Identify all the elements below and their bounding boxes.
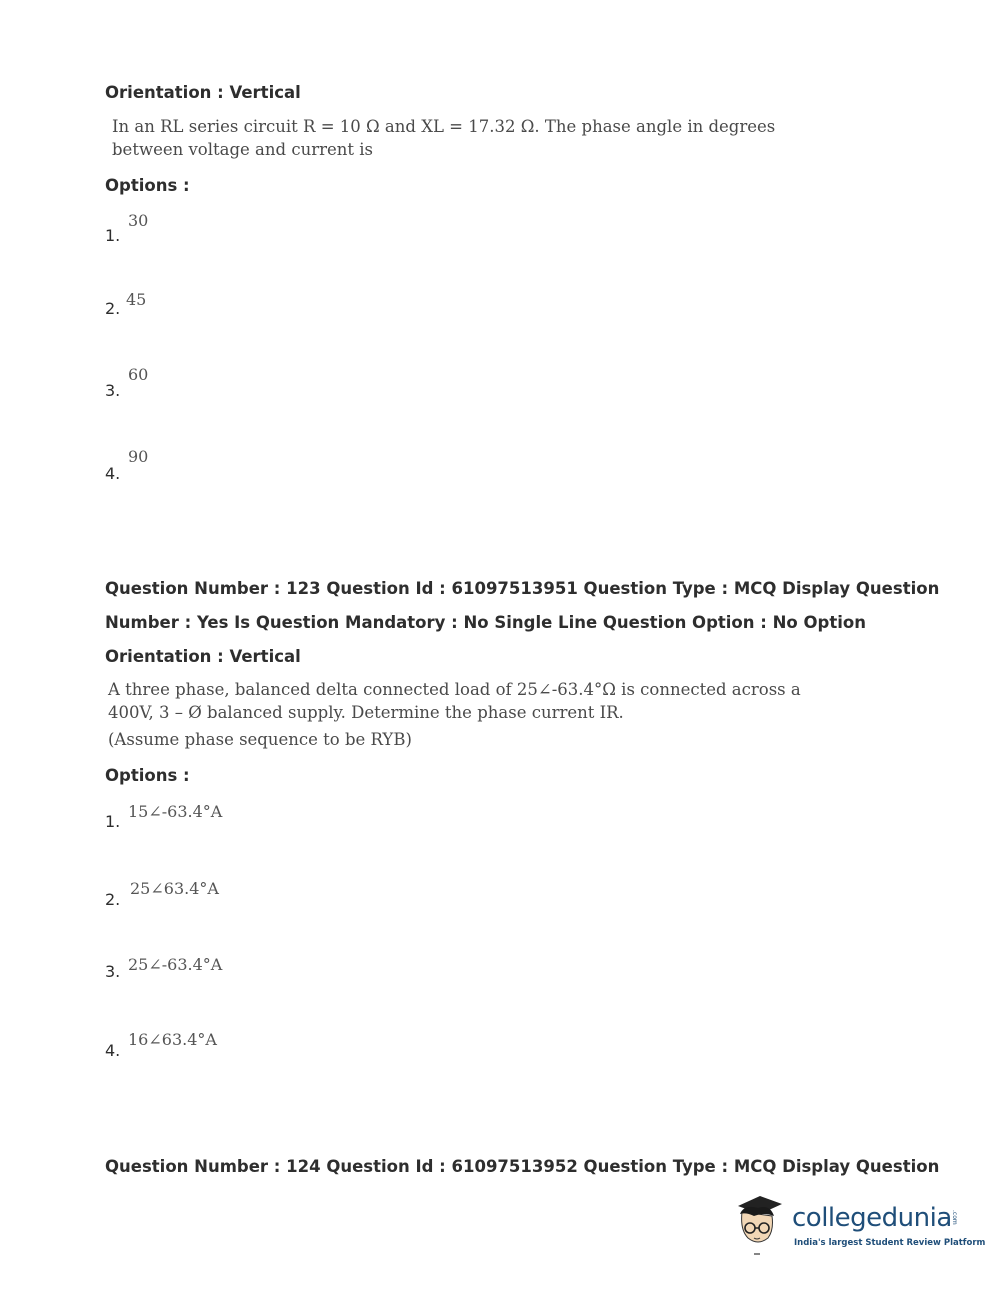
question-meta-line: Question Number : 123 Question Id : 61097513951 Question Type : MCQ Display Question (105, 579, 940, 598)
question-line: (Assume phase sequence to be RYB) (108, 730, 412, 749)
question-line: 400V, 3 – Ø balanced supply. Determine the phase current IR. (108, 703, 624, 722)
question-meta-line: Question Number : 124 Question Id : 61097513952 Question Type : MCQ Display Question (105, 1157, 940, 1176)
logo-wordmark: collegedunia (792, 1203, 952, 1233)
question-text (112, 115, 775, 161)
option-number: 4. (105, 464, 121, 483)
question-text (108, 678, 801, 751)
logo-tagline: India's largest Student Review Platform (794, 1238, 986, 1248)
mascot-icon (734, 1190, 784, 1256)
orientation-label: Orientation : Vertical (105, 647, 301, 666)
question-line: A three phase, balanced delta connected load of 25∠-63.4°Ω is connected across a (108, 680, 801, 699)
option-value[interactable]: 16∠63.4°A (128, 1030, 217, 1049)
option-number: 4. (105, 1041, 121, 1060)
option-value[interactable]: 25∠-63.4°A (128, 955, 223, 974)
options-label: Options : (105, 176, 190, 195)
question-meta-line: Number : Yes Is Question Mandatory : No Single Line Question Option : No Option (105, 613, 866, 632)
logo-com: .com (951, 1210, 958, 1225)
option-number: 2. (105, 890, 121, 909)
option-number: 1. (105, 226, 121, 245)
option-number: 2. (105, 299, 121, 318)
options-label: Options : (105, 766, 190, 785)
option-value[interactable]: 15∠-63.4°A (128, 802, 223, 821)
option-value[interactable]: 25∠63.4°A (130, 879, 219, 898)
question-line: In an RL series circuit R = 10 Ω and XL = 17.32 Ω. The phase angle in degrees (112, 117, 776, 136)
orientation-label: Orientation : Vertical (105, 83, 301, 102)
option-value[interactable]: 90 (128, 447, 149, 466)
option-value[interactable]: 60 (128, 365, 149, 384)
option-number: 3. (105, 381, 121, 400)
option-value[interactable]: 45 (126, 290, 147, 309)
option-number: 1. (105, 812, 121, 831)
option-number: 3. (105, 962, 121, 981)
option-value[interactable]: 30 (128, 211, 149, 230)
question-line: between voltage and current is (112, 140, 373, 159)
